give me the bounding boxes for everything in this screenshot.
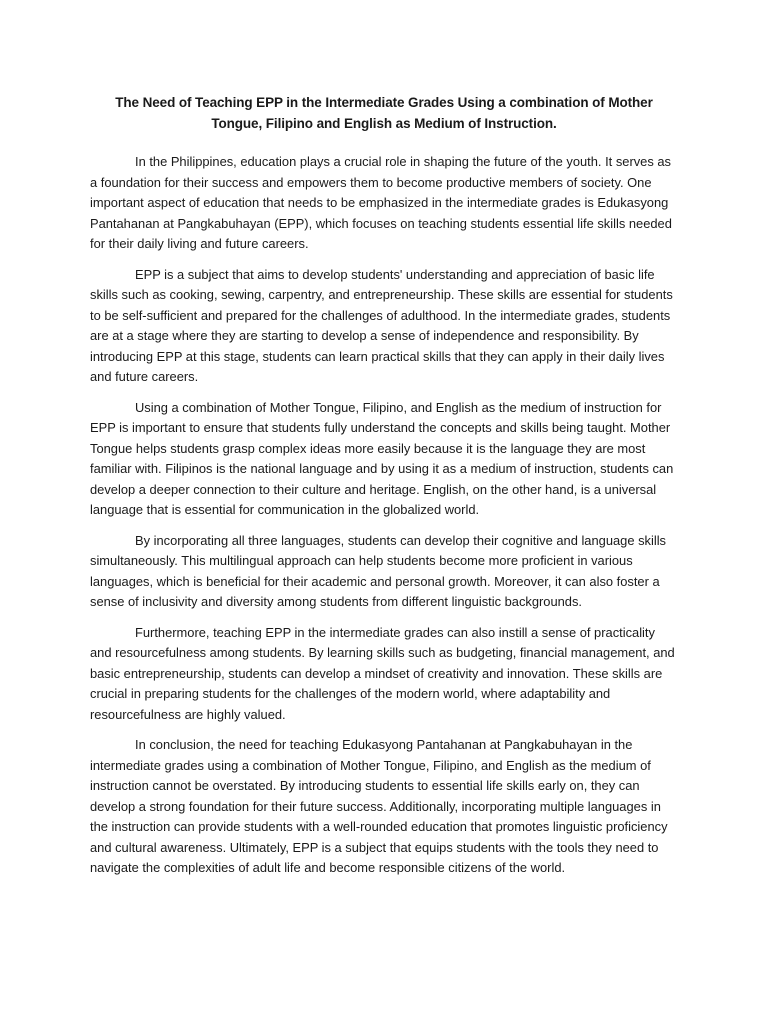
paragraph-introduction: In the Philippines, education plays a crucial role in shaping the future of the youth. It serves as a foundation for their success and empowers them to become productive members of society. One important aspect of education that needs to be emphasized in the intermediate grades is Edukasyong Pantahanan at Pangkabuhayan (EPP), which focuses on teaching students essential life skills needed for their daily living and future careers.: [90, 154, 672, 251]
paragraph-epp-definition: EPP is a subject that aims to develop students' understanding and appreciation of basic life skills such as cooking, sewing, carpentry, and entrepreneurship. These skills are essential for students to be self-sufficient and prepared for the challenges of adulthood. In the intermediate grades, students are at a stage where they are starting to develop a sense of independence and responsibility. By introducing EPP at this stage, students can learn practical skills that they can apply in their daily lives and future careers.: [90, 266, 673, 384]
document-title: The Need of Teaching EPP in the Intermediate Grades Using a combination of Mother Tongue, Filipino and English as Medium of Instruction.: [115, 95, 653, 131]
paragraph-medium-of-instruction: Using a combination of Mother Tongue, Filipino, and English as the medium of instruction for EPP is important to ensure that students fully understand the concepts and skills being taught. Mother Tongue helps students grasp complex ideas more easily because it is the language they are most familiar with. Filipinos is the national language and by using it as a medium of instruction, students can develop a deeper connection to their culture and heritage. English, on the other hand, is a universal language that is essential for communication in the globalized world.: [90, 399, 674, 517]
paragraph-practicality: Furthermore, teaching EPP in the intermediate grades can also instill a sense of practicality and resourcefulness among students. By learning skills such as budgeting, financial management, and basic entrepreneurship, students can develop a mindset of creativity and innovation. These skills are crucial in preparing students for the challenges of the modern world, where adaptability and resourcefulness are highly valued.: [90, 624, 675, 722]
paragraph-multilingual-benefits: By incorporating all three languages, students can develop their cognitive and language skills simultaneously. This multilingual approach can help students become more proficient in various languages, which is beneficial for their academic and personal growth. Moreover, it can also foster a sense of inclusivity and diversity among students from different linguistic backgrounds.: [90, 532, 667, 609]
paragraph-conclusion: In conclusion, the need for teaching Edukasyong Pantahanan at Pangkabuhayan in the intermediate grades using a combination of Mother Tongue, Filipino, and English as the medium of instruction cannot be overstated. By introducing students to essential life skills early on, they can develop a strong foundation for their future success. Additionally, incorporating multiple languages in the instruction can provide students with a well-rounded education that promotes linguistic proficiency and cultural awareness. Ultimately, EPP is a subject that equips students with the tools they need to navigate the complexities of adult life and become responsible citizens of the world.: [90, 737, 668, 875]
